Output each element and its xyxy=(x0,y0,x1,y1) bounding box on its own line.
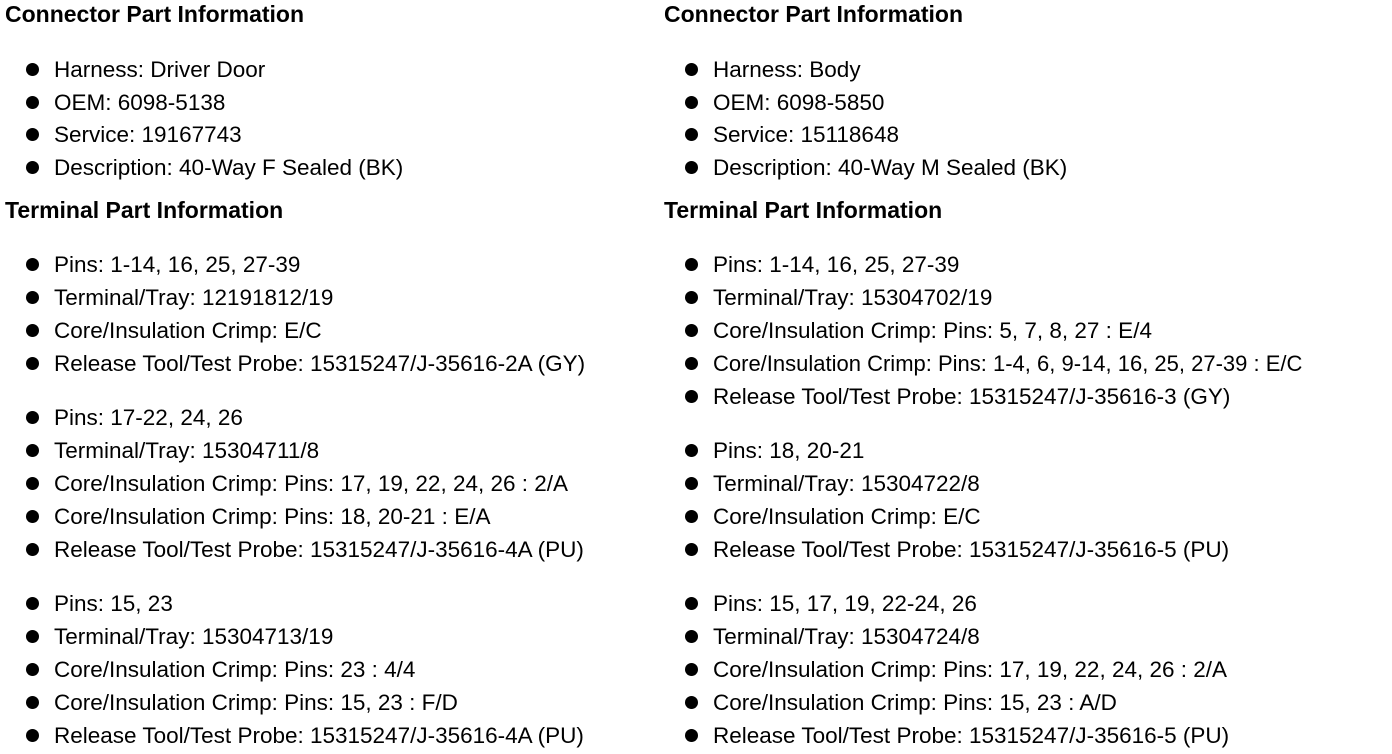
bullet-icon xyxy=(685,696,698,709)
bullet-icon xyxy=(26,258,39,271)
bullet-icon xyxy=(26,357,39,370)
connector-heading: Connector Part Information xyxy=(5,1,305,27)
bullet-icon xyxy=(685,729,698,742)
bullet-icon xyxy=(685,510,698,523)
bullet-icon xyxy=(685,357,698,370)
bullet-icon xyxy=(685,161,698,174)
bullet-icon xyxy=(685,477,698,490)
bullet-icon xyxy=(685,444,698,457)
bullet-icon xyxy=(26,128,39,141)
bullet-icon xyxy=(26,477,39,490)
bullet-icon xyxy=(685,96,698,109)
connector-heading: Connector Part Information xyxy=(664,1,964,27)
bullet-icon xyxy=(685,128,698,141)
bullet-icon xyxy=(26,291,39,304)
bullet-icon xyxy=(26,729,39,742)
terminal-heading: Terminal Part Information xyxy=(664,197,943,223)
terminal-heading: Terminal Part Information xyxy=(5,197,284,223)
bullet-icon xyxy=(685,291,698,304)
bullet-icon xyxy=(685,63,698,76)
bullet-icon xyxy=(685,390,698,403)
bullet-icon xyxy=(26,696,39,709)
bullet-icon xyxy=(26,543,39,556)
bullet-icon xyxy=(26,63,39,76)
bullet-icon xyxy=(685,258,698,271)
bullet-icon xyxy=(26,96,39,109)
bullet-icon xyxy=(26,597,39,610)
bullet-icon xyxy=(685,597,698,610)
bullet-icon xyxy=(26,444,39,457)
bullet-icon xyxy=(685,663,698,676)
bullet-icon xyxy=(26,663,39,676)
bullet-icon xyxy=(26,161,39,174)
bullet-icon xyxy=(26,324,39,337)
bullet-icon xyxy=(26,510,39,523)
bullet-icon xyxy=(26,630,39,643)
bullet-icon xyxy=(685,630,698,643)
bullet-icon xyxy=(685,543,698,556)
bullet-icon xyxy=(26,411,39,424)
bullet-icon xyxy=(685,324,698,337)
